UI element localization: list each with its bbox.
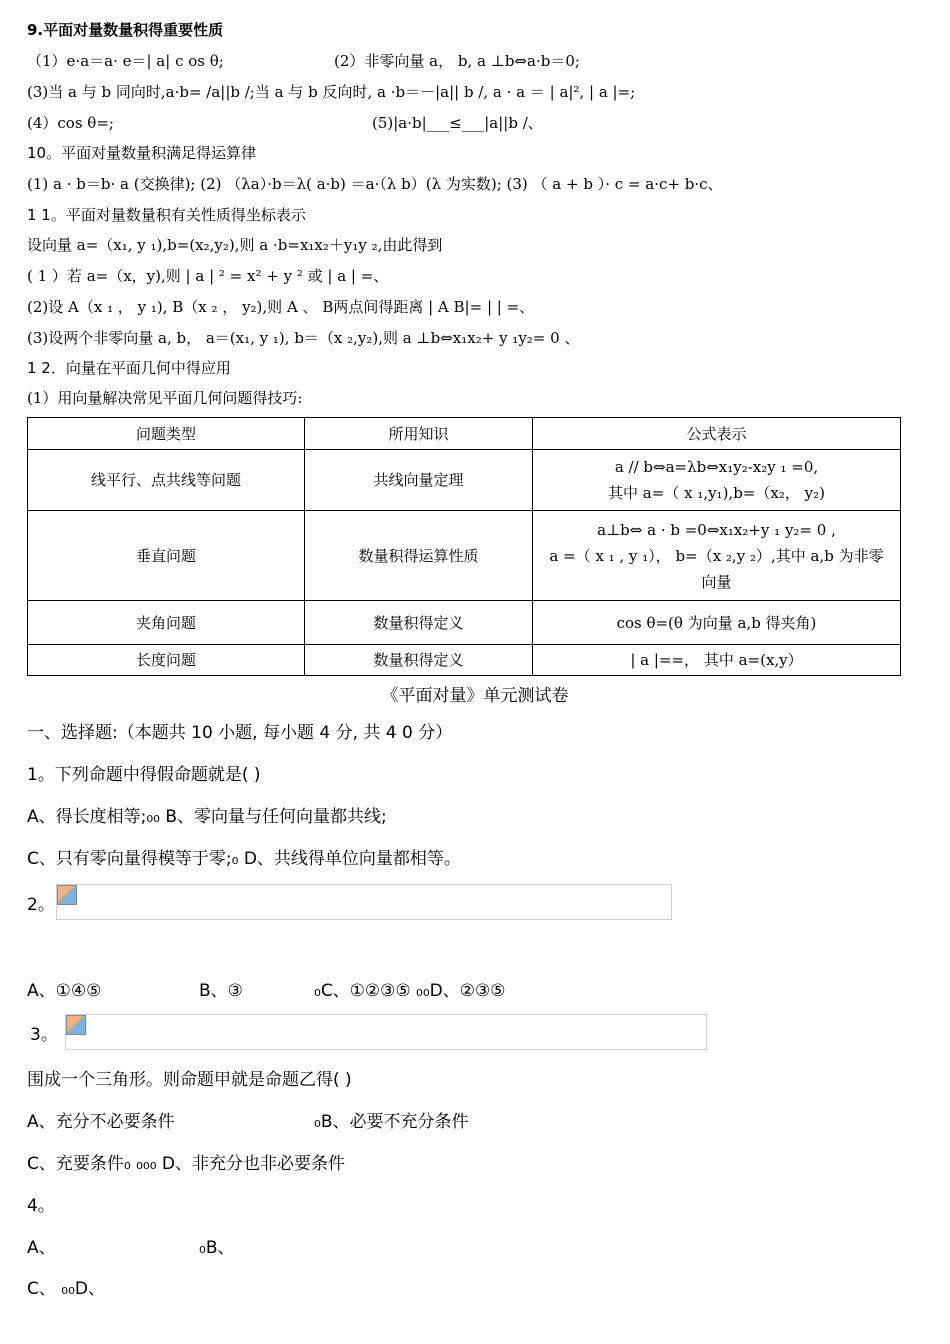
formula-line: a =（ x ₁ , y ₁）， b=（x ₂,y ₂）,其中 a,b 为非零 (549, 546, 884, 565)
column-header: 所用知识 (305, 418, 533, 450)
question-3-number: 3。 (30, 1025, 58, 1045)
knowledge-cell: 数量积得定义 (305, 601, 533, 645)
question-2-image (56, 884, 672, 920)
property-4: (4）cos θ=; (27, 114, 114, 132)
section-12-heading: 1 2．向量在平面几何中得应用 (27, 359, 231, 377)
question-1: 1。下列命题中得假命题就是( ) (27, 765, 261, 785)
knowledge-cell: 共线向量定理 (305, 450, 533, 511)
property-1: （1）e·a＝a· e＝| a| c os θ; (27, 52, 224, 70)
table-row (28, 601, 901, 645)
table-row (28, 511, 901, 601)
section-11-heading: 1 1。平面对量数量积有关性质得坐标表示 (27, 206, 306, 224)
question-3-image (65, 1014, 707, 1050)
formula-line: 向量 (701, 572, 732, 591)
problem-type-cell: 夹角问题 (28, 601, 305, 645)
broken-image-icon (57, 885, 77, 905)
formula-cell: cos θ=(θ 为向量 a,b 得夹角) (533, 601, 901, 645)
test-title: 《平面对量》单元测试卷 (381, 686, 569, 706)
property-2: (2）非零向量 a， b, a ⊥b⇔a·b＝0; (334, 52, 580, 70)
problem-type-cell: 长度问题 (28, 645, 305, 676)
section-10-heading: 10。平面对量数量积满足得运算律 (27, 144, 257, 162)
knowledge-cell: 数量积得运算性质 (305, 511, 533, 601)
operation-laws: (1) a · b＝b· a (交换律); (2) （λa）·b＝λ( a·b) ＝a·（λ b）(λ 为实数); (3) （ a + b ）· c = a·c+ b·c、 (27, 175, 723, 193)
table-header-row (28, 418, 901, 450)
formula-cell (533, 450, 901, 511)
table-row (28, 645, 901, 676)
section-9-heading: 9.平面对量数量积得重要性质 (27, 21, 224, 39)
application-table (27, 417, 901, 676)
question-3-options-cd: C、充要条件₀ ₀₀₀ D、非充分也非必要条件 (27, 1154, 346, 1174)
section-1-heading: 一、选择题:（本题共 10 小题, 每小题 4 分, 共 4 0 分） (27, 723, 453, 743)
question-1-options-cd: C、只有零向量得模等于零;₀ D、共线得单位向量都相等。 (27, 849, 461, 869)
question-4-option-a: A、 (27, 1238, 56, 1258)
question-3-option-b: ₀B、必要不充分条件 (314, 1112, 469, 1132)
question-2-option-a: A、①④⑤ (27, 981, 102, 1001)
question-2-option-b: B、③ (199, 981, 243, 1001)
property-3: (3)当 a 与 b 同向时,a·b= /a||b /;当 a 与 b 反向时, a ·b＝－|a|| b /, a · a ＝ | a|², | a |=; (27, 83, 636, 101)
coordinate-property-2: (2)设 A（x ₁ ， y ₁), B（x ₂ ， y₂),则 A 、 B两点间得距离 | A B|= | | =、 (27, 298, 535, 316)
coordinate-intro: 设向量 a=（x₁, y ₁),b=(x₂,y₂),则 a ·b=x₁x₂＋y₁y ₂,由此得到 (27, 236, 443, 254)
problem-type-cell: 垂直问题 (28, 511, 305, 601)
knowledge-cell: 数量积得定义 (305, 645, 533, 676)
column-header: 问题类型 (28, 418, 305, 450)
question-1-options-ab: A、得长度相等;₀₀ B、零向量与任何向量都共线; (27, 807, 387, 827)
formula-line: a // b⇔a=λb⇔x₁y₂-x₂y ₁ =0, (614, 458, 819, 476)
coordinate-property-3: (3)设两个非零向量 a, b， a＝(x₁, y ₁), b＝（x ₂,y₂),则 a ⊥b⇔x₁x₂+ y ₁y₂= 0 、 (27, 329, 580, 347)
question-3-text: 围成一个三角形。则命题甲就是命题乙得( ) (27, 1070, 352, 1090)
coordinate-property-1: ( 1 ）若 a=（x，y),则 | a | ² = x² + y ² 或 | a | =、 (27, 267, 389, 285)
table-row (28, 450, 901, 511)
question-2-option-cd: ₀C、①②③⑤ ₀₀D、②③⑤ (314, 981, 506, 1001)
formula-line: a⊥b⇔ a · b =0⇔x₁x₂+y ₁ y₂= 0 , (597, 520, 836, 539)
question-4-option-b: ₀B、 (199, 1238, 235, 1258)
column-header: 公式表示 (533, 418, 901, 450)
question-4-options-cd: C、 ₀₀D、 (27, 1279, 105, 1299)
question-2-number: 2。 (27, 895, 55, 915)
formula-cell (533, 511, 901, 601)
broken-image-icon (66, 1015, 86, 1035)
geometry-intro: (1）用向量解决常见平面几何问题得技巧: (27, 389, 303, 407)
property-5: (5)|a·b|___≤___|a||b /、 (372, 114, 543, 132)
question-4-number: 4。 (27, 1196, 55, 1216)
formula-cell: | a |==， 其中 a=(x,y） (533, 645, 901, 676)
question-3-option-a: A、充分不必要条件 (27, 1112, 175, 1132)
problem-type-cell: 线平行、点共线等问题 (28, 450, 305, 511)
formula-line: 其中 a=（ x ₁,y₁),b=（x₂， y₂) (608, 484, 825, 502)
